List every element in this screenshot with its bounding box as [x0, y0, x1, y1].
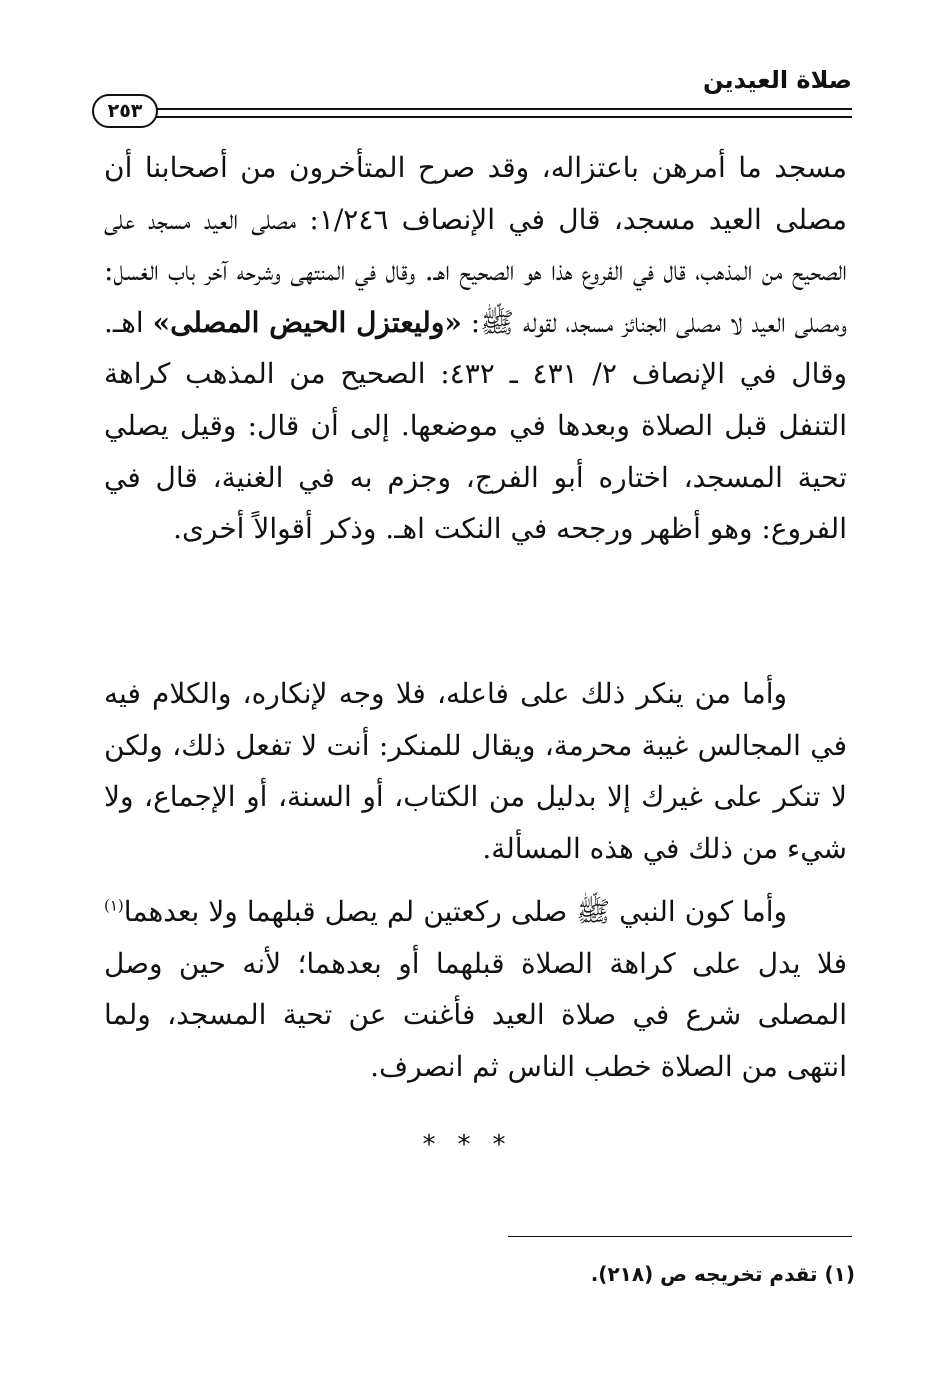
- paragraph-1-text-b: اهـ. وقال في الإنصاف ٢/ ٤٣١ ـ ٤٣٢: الصحيح من المذهب كراهة التنفل قبل الصلاة وبعدها في موضعها. إلى أن قال: وقيل يصلي تحية المسجد، اختاره أبو الفرج، وجزم به في الغنية، قال في الفروع: وهو أظهر ورجحه في النكت اهـ. وذكر أقوالاً أخرى.: [104, 305, 848, 546]
- paragraph-2: [104, 668, 847, 874]
- footnote-rule: [508, 1236, 852, 1237]
- paragraph-3-text-a: وأما كون النبي ﷺ صلى ركعتين لم يصل قبلهما ولا بعدهما: [123, 895, 787, 928]
- section-separator: [400, 1130, 550, 1160]
- paragraph-3-text-b: فلا يدل على كراهة الصلاة قبلهما أو بعدهما؛ لأنه حين وصل المصلى شرع في صلاة العيد فأغنت عن تحية المسجد، ولما انتهى من الصلاة خطب الناس ثم انصرف.: [104, 946, 847, 1083]
- footnote-reference: (١): [104, 896, 124, 915]
- page-header: [92, 66, 852, 126]
- header-rule: [150, 108, 852, 118]
- page-number: ٢٥٣: [92, 94, 158, 128]
- hadith-quote: «وليعتزل الحيض المصلى»: [152, 305, 462, 339]
- separator-asterisks: ***: [422, 1130, 528, 1160]
- footnote-1: (١) تقدم تخريجه ص (٢١٨).: [590, 1262, 855, 1286]
- paragraph-3: [104, 886, 847, 1092]
- paragraph-1: [104, 142, 847, 555]
- running-title: صلاة العيدين: [703, 66, 852, 94]
- paragraph-2-text: وأما من ينكر ذلك على فاعله، فلا وجه لإنكاره، والكلام فيه في المجالس غيبة محرمة، ويقال للمنكر: أنت لا تفعل ذلك، ولكن لا تنكر على غيرك إلا بدليل من الكتاب، أو السنة، أو الإجماع، ولا شيء من ذلك في هذه المسألة.: [104, 677, 847, 865]
- paragraph-1-text-a: مسجد ما أمرهن باعتزاله، وقد صرح المتأخرون من أصحابنا أن مصلى العيد مسجد، قال في الإنصاف ١/٢٤٦: مصلى العيد مسجد على الصحيح من المذهب، قال في الفروع هذا هو الصحيح اهـ. وقال في المنتهى وشرحه آخر باب الغسل: ومصلى العيد لا مصلى الجنائز مسجد، لقوله ﷺ:: [104, 151, 847, 339]
